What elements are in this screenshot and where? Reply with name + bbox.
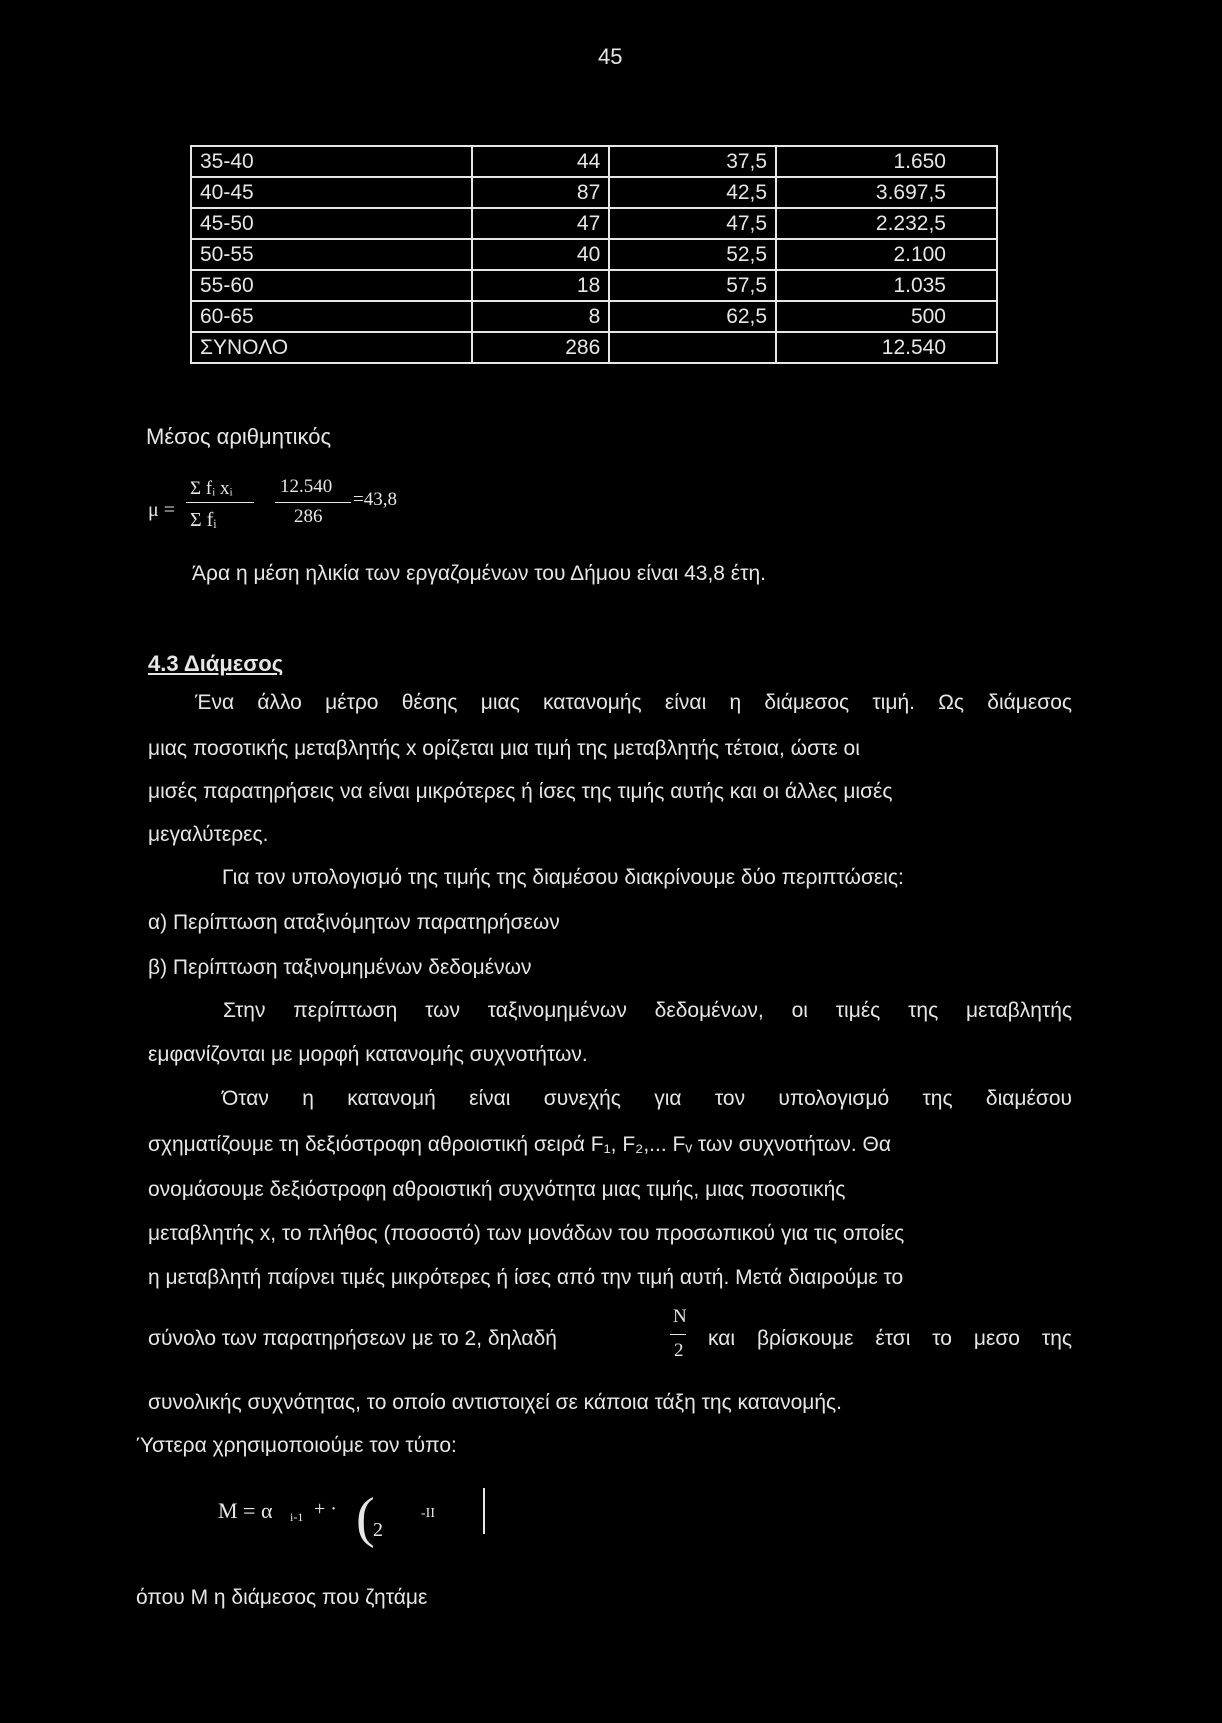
mean-result: =43,8	[353, 489, 397, 510]
sum-fx-numerator: Σ fᵢ xᵢ	[190, 478, 233, 499]
numerator-value: 12.540	[280, 476, 333, 497]
table-cell: 44	[472, 146, 610, 177]
paragraph-line: σύνολο των παρατηρήσεων με το 2, δηλαδή	[148, 1327, 557, 1350]
table-cell: 3.697,5	[776, 177, 997, 208]
table-cell: 87	[472, 177, 610, 208]
table-cell: 47	[472, 208, 610, 239]
fraction-bar	[186, 502, 254, 503]
n-denominator: 2	[674, 1340, 684, 1361]
table-cell: 42,5	[609, 177, 776, 208]
frequency-table	[190, 145, 998, 364]
section-heading: 4.3 Διάμεσος	[148, 651, 284, 676]
table-cell: 40-45	[191, 177, 472, 208]
table-cell: 8	[472, 301, 610, 332]
table-cell: 57,5	[609, 270, 776, 301]
formula-lhs: M = α	[218, 1498, 273, 1523]
formula-plus: + ·	[314, 1498, 337, 1520]
paragraph-line: εμφανίζονται με μορφή κατανομής συχνοτήτων.	[148, 1043, 588, 1066]
n-numerator: N	[673, 1306, 687, 1327]
paragraph-line: συνολικής συχνότητας, το οποίο αντιστοιχεί σε κάποια τάξη της κατανομής.	[148, 1391, 842, 1414]
paragraph-line: μιας ποσοτικής μεταβλητής x ορίζεται μια τιμή της μεταβλητής τέτοια, ώστε οι	[148, 737, 860, 760]
table-cell: 52,5	[609, 239, 776, 270]
table-cell: 45-50	[191, 208, 472, 239]
table-row	[191, 177, 997, 208]
table-cell: 40	[472, 239, 610, 270]
left-paren: (	[356, 1487, 375, 1549]
table-cell: 50-55	[191, 239, 472, 270]
table-cell: 37,5	[609, 146, 776, 177]
paragraph-line: Όταν η κατανομή είναι συνεχής για τον υπολογισμό της διαμέσου	[222, 1087, 1072, 1110]
table-cell: 18	[472, 270, 610, 301]
table-cell: 286	[472, 332, 610, 363]
table-row	[191, 301, 997, 332]
table-cell: 1.650	[776, 146, 997, 177]
formula-tail: -II	[421, 1506, 435, 1521]
table-row	[191, 146, 997, 177]
table-cell: 2.232,5	[776, 208, 997, 239]
fraction-bar	[275, 502, 351, 503]
table-cell: 2.100	[776, 239, 997, 270]
table-cell: ΣΥΝΟΛΟ	[191, 332, 472, 363]
paragraph-line: Ένα άλλο μέτρο θέσης μιας κατανομής είναι η διάμεσος τιμή. Ως διάμεσος	[195, 691, 1072, 714]
table-row	[191, 332, 997, 363]
case-b: β) Περίπτωση ταξινομημένων δεδομένων	[148, 956, 532, 979]
sum-f-denominator: Σ fᵢ	[190, 509, 217, 531]
table-cell: 55-60	[191, 270, 472, 301]
table-cell: 47,5	[609, 208, 776, 239]
paragraph-line: σχηματίζουμε τη δεξιόστροφη αθροιστική σειρά F₁, F₂,... Fᵥ των συχνοτήτων. Θα	[148, 1133, 891, 1156]
table-cell: 60-65	[191, 301, 472, 332]
mu-symbol: μ =	[148, 499, 176, 521]
paragraph-line: Για τον υπολογισμό της τιμής της διαμέσου διακρίνουμε δύο περιπτώσεις:	[222, 866, 904, 889]
table-row	[191, 208, 997, 239]
formula-footer: όπου Μ η διάμεσος που ζητάμε	[136, 1586, 428, 1609]
table-cell: 35-40	[191, 146, 472, 177]
formula-two: 2	[373, 1519, 383, 1541]
formula-subscript: i-1	[290, 1510, 304, 1524]
table-cell: 12.540	[776, 332, 997, 363]
table-cell	[609, 332, 776, 363]
page-number: 45	[598, 44, 623, 69]
paragraph-line: μεγαλύτερες.	[148, 823, 269, 846]
paragraph-line: Ύστερα χρησιμοποιούμε τον τύπο:	[136, 1434, 457, 1457]
table-row	[191, 239, 997, 270]
paragraph-line: μεταβλητής x, το πλήθος (ποσοστό) των μονάδων του προσωπικού για τις οποίες	[148, 1222, 905, 1245]
table-cell: 62,5	[609, 301, 776, 332]
paragraph-line: και βρίσκουμε έτσι το μεσο της	[708, 1327, 1072, 1350]
fraction-bar	[670, 1334, 686, 1335]
right-bracket	[483, 1488, 485, 1534]
table-cell: 500	[776, 301, 997, 332]
paragraph-line: μισές παρατηρήσεις να είναι μικρότερες ή ίσες της τιμής αυτής και οι άλλες μισές	[148, 780, 893, 803]
paragraph-line: Στην περίπτωση των ταξινομημένων δεδομένων, οι τιμές της μεταβλητής	[223, 999, 1072, 1022]
mean-heading: Μέσος αριθμητικός	[146, 424, 332, 449]
denominator-value: 286	[294, 506, 323, 527]
mean-conclusion: Άρα η μέση ηλικία των εργαζομένων του Δήμου είναι 43,8 έτη.	[192, 562, 766, 585]
table-cell: 1.035	[776, 270, 997, 301]
table-row	[191, 270, 997, 301]
paragraph-line: η μεταβλητή παίρνει τιμές μικρότερες ή ίσες από την τιμή αυτή. Μετά διαιρούμε το	[148, 1266, 904, 1289]
case-a: α) Περίπτωση αταξινόμητων παρατηρήσεων	[148, 911, 560, 934]
paragraph-line: ονομάσουμε δεξιόστροφη αθροιστική συχνότητα μιας τιμής, μιας ποσοτικής	[148, 1178, 846, 1201]
